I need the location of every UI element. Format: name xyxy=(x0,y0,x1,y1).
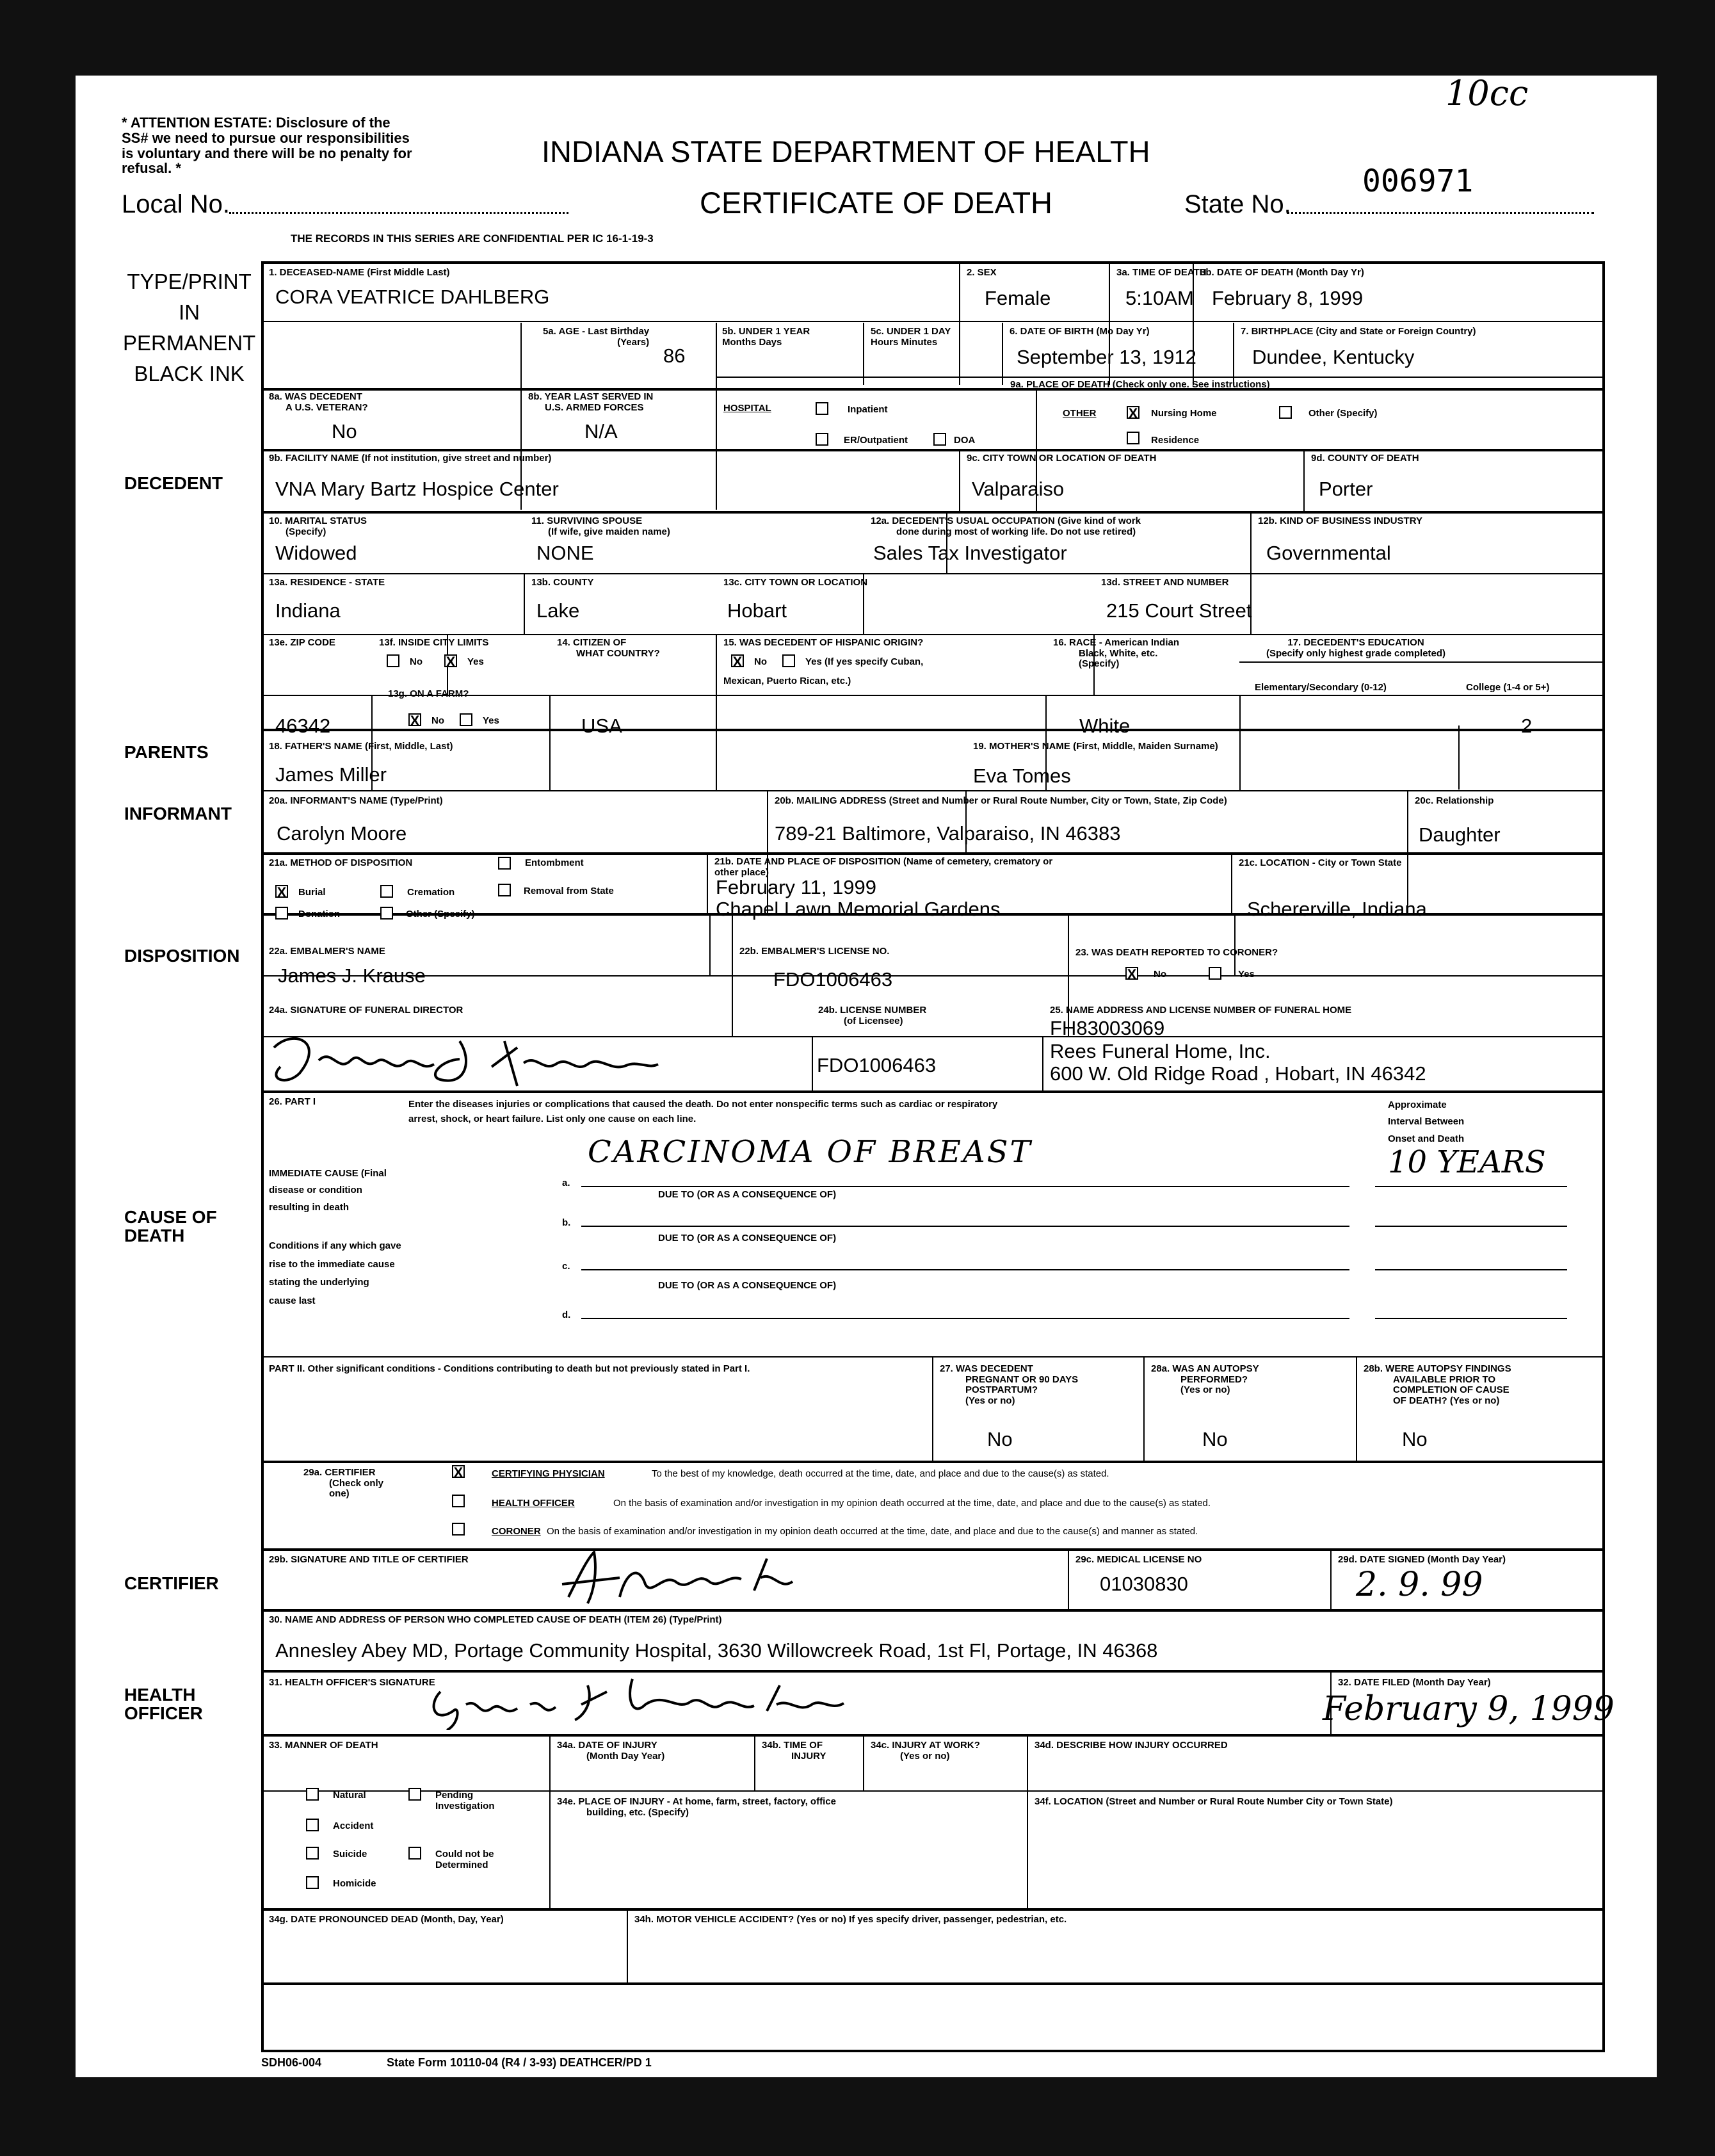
time-of-death: 5:10AM xyxy=(1125,287,1194,309)
label-marital: 10. MARITAL STATUS (Specify) xyxy=(269,515,367,537)
label-deceased-name: 1. DECEASED-NAME (First Middle Last) xyxy=(269,267,450,278)
label-spouse: 11. SURVIVING SPOUSE (If wife, give maiden name) xyxy=(531,515,670,537)
label-method-disposition: 21a. METHOD OF DISPOSITION xyxy=(269,857,413,868)
attention-note: * ATTENTION ESTATE: Disclosure of the SS# we need to pursue our responsibilities is voluntary and there will be no penalty for refusal. * xyxy=(122,115,412,177)
label-date-filed: 32. DATE FILED (Month Day Year) xyxy=(1338,1677,1491,1688)
label-farm-yes: Yes xyxy=(483,715,499,726)
rule xyxy=(863,1734,864,1790)
residence-checkbox[interactable] xyxy=(1127,432,1139,444)
label-manner: 33. MANNER OF DEATH xyxy=(269,1740,378,1751)
city-limits-no-checkbox[interactable] xyxy=(387,654,399,667)
health-officer-checkbox[interactable] xyxy=(452,1495,465,1507)
rule xyxy=(959,449,960,511)
rule xyxy=(524,573,525,634)
disposition-date: February 11, 1999 xyxy=(716,876,877,898)
rule xyxy=(261,729,1605,731)
rule xyxy=(959,261,960,385)
donation-checkbox[interactable] xyxy=(275,907,288,920)
label-pregnant: 27. WAS DECEDENT PREGNANT OR 90 DAYS POSTPARTUM? (Yes or no) xyxy=(940,1363,1079,1406)
label-due-to-c: DUE TO (OR AS A CONSEQUENCE OF) xyxy=(658,1233,837,1244)
hispanic-yes-checkbox[interactable] xyxy=(782,654,795,667)
label-funeral-director: 24a. SIGNATURE OF FUNERAL DIRECTOR xyxy=(269,1005,463,1016)
label-armed-forces: 8b. YEAR LAST SERVED IN U.S. ARMED FORCES xyxy=(528,391,654,413)
label-farm: 13g. ON A FARM? xyxy=(388,688,469,699)
spouse-value: NONE xyxy=(536,542,594,564)
occupation-value: Sales Tax Investigator xyxy=(873,542,1067,564)
rule xyxy=(261,1982,1605,1985)
rule xyxy=(1330,1548,1332,1609)
er-outpatient-checkbox[interactable] xyxy=(816,433,828,446)
rule xyxy=(932,1356,933,1461)
form-right-border xyxy=(1602,261,1605,2050)
informant-name: Carolyn Moore xyxy=(277,822,407,845)
rule xyxy=(261,790,1605,791)
funeral-home-address: 600 W. Old Ridge Road , Hobart, IN 46342 xyxy=(1050,1062,1426,1085)
label-part-2: PART II. Other significant conditions - Conditions contributing to death but not previously stated in Part I. xyxy=(269,1363,750,1374)
label-hispanic: 15. WAS DECEDENT OF HISPANIC ORIGIN? xyxy=(723,637,924,648)
removal-checkbox[interactable] xyxy=(498,884,511,896)
type-print-instruction: TYPE/PRINT IN PERMANENT BLACK INK xyxy=(123,270,256,385)
label-line-c: c. xyxy=(562,1261,570,1272)
label-sex: 2. SEX xyxy=(967,267,997,278)
label-informant: 20a. INFORMANT'S NAME (Type/Print) xyxy=(269,795,443,806)
label-industry: 12b. KIND OF BUSINESS INDUSTRY xyxy=(1258,515,1422,526)
facility-name: VNA Mary Bartz Hospice Center xyxy=(275,478,559,500)
label-conditions: Conditions if any which gave rise to the immediate cause stating the underlying cause last xyxy=(269,1240,401,1306)
rule xyxy=(1143,1356,1145,1461)
label-interval: Approximate Interval Between Onset and Death xyxy=(1388,1099,1465,1144)
rule xyxy=(709,913,711,975)
rule xyxy=(1239,695,1241,791)
city-limits-yes-checkbox[interactable]: X xyxy=(444,654,457,667)
rule xyxy=(261,1908,1605,1911)
label-funeral-home: 25. NAME ADDRESS AND LICENSE NUMBER OF FUNERAL HOME xyxy=(1050,1005,1352,1016)
funeral-home-license: FH83003069 xyxy=(1050,1017,1165,1039)
certifying-physician-checkbox[interactable]: X xyxy=(452,1465,465,1478)
label-father: 18. FATHER'S NAME (First, Middle, Last) xyxy=(269,741,453,752)
autopsy-value: No xyxy=(1202,1428,1228,1450)
rule xyxy=(1068,913,1069,975)
coroner-no-checkbox[interactable]: X xyxy=(1125,967,1138,980)
section-informant: INFORMANT xyxy=(124,804,232,823)
autopsy-findings-value: No xyxy=(1402,1428,1428,1450)
label-hospital: HOSPITAL xyxy=(723,403,771,414)
label-time-of-death: 3a. TIME OF DEATH xyxy=(1116,267,1207,278)
label-other: OTHER xyxy=(1063,408,1097,419)
certifying-physician-text: To the best of my knowledge, death occurred at the time, date, and place and due to the cause(s) as stated. xyxy=(652,1468,1109,1479)
label-cremation: Cremation xyxy=(407,887,455,898)
label-mother: 19. MOTHER'S NAME (First, Middle, Maiden Surname) xyxy=(973,741,1218,752)
label-place-of-injury: 34e. PLACE OF INJURY - At home, farm, street, factory, office building, etc. (Specify) xyxy=(557,1796,836,1818)
label-injury-at-work: 34c. INJURY AT WORK? (Yes or no) xyxy=(871,1740,980,1762)
funeral-director-license: FDO1006463 xyxy=(817,1054,937,1076)
cause-line-c xyxy=(581,1269,1349,1270)
rule xyxy=(716,323,717,510)
rule xyxy=(549,695,551,791)
label-er-outpatient: ER/Outpatient xyxy=(844,435,908,446)
nursing-home-checkbox[interactable]: X xyxy=(1127,406,1139,419)
form-left-border xyxy=(261,261,264,2050)
rule xyxy=(716,634,717,695)
rule xyxy=(707,852,708,913)
disposition-place: Chapel Lawn Memorial Gardens xyxy=(716,898,1001,920)
label-relationship: 20c. Relationship xyxy=(1415,795,1494,806)
section-parents: PARENTS xyxy=(124,742,209,762)
veteran-value: No xyxy=(332,420,357,442)
city-of-death: Valparaiso xyxy=(972,478,1065,500)
label-motor-vehicle: 34h. MOTOR VEHICLE ACCIDENT? (Yes or no) If yes specify driver, passenger, pedestrian, etc. xyxy=(634,1914,1067,1925)
section-health-officer: HEALTH OFFICER xyxy=(124,1685,203,1724)
mother-name: Eva Tomes xyxy=(973,765,1071,787)
label-veteran: 8a. WAS DECEDENT A U.S. VETERAN? xyxy=(269,391,368,413)
label-nursing-home: Nursing Home xyxy=(1151,408,1217,419)
label-suicide: Suicide xyxy=(333,1849,367,1860)
embalmer-name: James J. Krause xyxy=(278,964,426,987)
label-health-officer: HEALTH OFFICER xyxy=(492,1498,575,1509)
local-no-line xyxy=(229,212,568,214)
pregnant-value: No xyxy=(987,1428,1013,1450)
label-burial: Burial xyxy=(298,887,326,898)
label-entombment: Entombment xyxy=(525,857,584,868)
funeral-home-name: Rees Funeral Home, Inc. xyxy=(1050,1040,1271,1062)
rule xyxy=(1239,661,1605,663)
label-natural: Natural xyxy=(333,1790,366,1801)
date-of-death: February 8, 1999 xyxy=(1212,287,1364,309)
residence-street: 215 Court Street xyxy=(1106,599,1252,622)
label-injury-location: 34f. LOCATION (Street and Number or Rural Route Number City or Town State) xyxy=(1035,1796,1393,1807)
deceased-name: CORA VEATRICE DAHLBERG xyxy=(275,286,550,308)
entombment-checkbox[interactable] xyxy=(498,857,511,870)
label-other-disposition: Other (Specify) xyxy=(406,909,475,920)
farm-yes-checkbox[interactable] xyxy=(460,713,472,726)
rule xyxy=(1407,790,1408,852)
label-completed-by: 30. NAME AND ADDRESS OF PERSON WHO COMPLETED CAUSE OF DEATH (ITEM 26) (Type/Print) xyxy=(269,1614,722,1625)
label-res-street: 13d. STREET AND NUMBER xyxy=(1101,577,1229,588)
rule xyxy=(1027,1734,1028,1908)
relationship: Daughter xyxy=(1419,823,1501,846)
rule xyxy=(754,1734,755,1790)
label-autopsy: 28a. WAS AN AUTOPSY PERFORMED? (Yes or no) xyxy=(1151,1363,1259,1395)
label-certifier: 29a. CERTIFIER (Check only one) xyxy=(303,1467,384,1499)
label-elementary: Elementary/Secondary (0-12) xyxy=(1255,682,1387,693)
rule xyxy=(732,913,733,975)
residence-county: Lake xyxy=(536,599,580,622)
coroner-text: On the basis of examination and/or investigation in my opinion death occurred at the time, date, and place and due to the cause(s) and manner as stated. xyxy=(547,1526,1198,1537)
burial-checkbox[interactable]: X xyxy=(275,885,288,898)
part-1-instructions: Enter the diseases injuries or complications that caused the death. Do not enter nonspecific terms such as cardiac or respiratory arrest, shock, or heart failure. List only one cause on each line. xyxy=(408,1099,998,1125)
label-doa: DOA xyxy=(954,435,976,446)
medical-license: 01030830 xyxy=(1100,1573,1188,1595)
label-immediate-cause: IMMEDIATE CAUSE (Final disease or condition resulting in death xyxy=(269,1168,387,1213)
section-disposition: DISPOSITION xyxy=(124,946,240,966)
label-age: 5a. AGE - Last Birthday (Years) xyxy=(543,326,650,348)
label-autopsy-findings: 28b. WERE AUTOPSY FINDINGS AVAILABLE PRIOR TO COMPLETION OF CAUSE OF DEATH? (Yes or no) xyxy=(1364,1363,1511,1406)
label-hispanic-yes: Yes (If yes specify Cuban, xyxy=(805,656,924,667)
rule xyxy=(1233,323,1234,385)
label-describe-injury: 34d. DESCRIBE HOW INJURY OCCURRED xyxy=(1035,1740,1228,1751)
label-removal: Removal from State xyxy=(524,886,614,896)
hispanic-no-checkbox[interactable]: X xyxy=(731,654,744,667)
label-res-city: 13c. CITY TOWN OR LOCATION xyxy=(723,577,868,588)
date-of-birth: September 13, 1912 xyxy=(1017,346,1196,368)
label-part-1: 26. PART I xyxy=(269,1096,316,1107)
rule xyxy=(1002,323,1003,385)
pending-checkbox[interactable] xyxy=(408,1788,421,1801)
section-certifier: CERTIFIER xyxy=(124,1573,219,1593)
coroner-yes-checkbox[interactable] xyxy=(1209,967,1221,980)
farm-no-checkbox[interactable]: X xyxy=(408,713,421,726)
date-signed: 2. 9. 99 xyxy=(1356,1566,1483,1604)
certificate-page xyxy=(76,73,1657,2077)
rule xyxy=(261,1548,1605,1551)
label-farm-no: No xyxy=(431,715,444,726)
label-res-state: 13a. RESIDENCE - STATE xyxy=(269,577,385,588)
label-college: College (1-4 or 5+) xyxy=(1466,682,1550,693)
label-pending: Pending Investigation xyxy=(435,1790,495,1812)
label-embalmer: 22a. EMBALMER'S NAME xyxy=(269,946,385,957)
rule xyxy=(261,975,1605,977)
label-mailing: 20b. MAILING ADDRESS (Street and Number or Rural Route Number, City or Town, State, Zip Code) xyxy=(775,795,1227,806)
label-coroner: 23. WAS DEATH REPORTED TO CORONER? xyxy=(1075,947,1278,958)
rule xyxy=(1068,1548,1069,1609)
rule xyxy=(261,1356,1605,1358)
rule xyxy=(261,852,1605,855)
label-race: 16. RACE - American Indian Black, White, etc. (Specify) xyxy=(1053,637,1179,669)
label-date-of-birth: 6. DATE OF BIRTH (Mo Day Yr) xyxy=(1010,326,1150,337)
interval-line-a xyxy=(1375,1186,1567,1187)
residence-state: Indiana xyxy=(275,599,341,622)
form-number: SDH06-004 xyxy=(261,2056,322,2069)
label-date-of-injury: 34a. DATE OF INJURY (Month Day Year) xyxy=(557,1740,665,1762)
coroner-checkbox[interactable] xyxy=(452,1523,465,1536)
cause-line-b xyxy=(581,1226,1349,1227)
rule xyxy=(549,1734,551,1908)
label-other-specify: Other (Specify) xyxy=(1308,408,1378,419)
label-education: 17. DECEDENT'S EDUCATION (Specify only highest grade completed) xyxy=(1266,637,1446,659)
mailing-address: 789-21 Baltimore, Valparaiso, IN 46383 xyxy=(775,822,1121,845)
armed-forces-value: N/A xyxy=(584,420,618,442)
section-cause-of-death: CAUSE OF DEATH xyxy=(124,1207,217,1246)
label-place-of-death: 9a. PLACE OF DEATH (Check only one. See instructions) xyxy=(1010,379,1270,390)
label-undetermined: Could not be Determined xyxy=(435,1849,494,1870)
homicide-checkbox[interactable] xyxy=(306,1876,319,1889)
label-coroner-yes: Yes xyxy=(1238,969,1255,980)
label-date-pronounced: 34g. DATE PRONOUNCED DEAD (Month, Day, Year) xyxy=(269,1914,504,1925)
label-line-a: a. xyxy=(562,1178,570,1188)
college-value: 2 xyxy=(1521,715,1533,737)
state-number: 006971 xyxy=(1362,163,1474,199)
label-city-limits: 13f. INSIDE CITY LIMITS xyxy=(379,637,489,648)
rule xyxy=(261,1461,1605,1463)
state-no-line xyxy=(1287,212,1594,214)
health-officer-text: On the basis of examination and/or investigation in my opinion death occurred at the time, date, and place and due to the cause(s) as stated. xyxy=(613,1498,1211,1509)
label-city-limits-yes: Yes xyxy=(467,656,484,667)
label-zip: 13e. ZIP CODE xyxy=(269,637,335,648)
label-due-to-b: DUE TO (OR AS A CONSEQUENCE OF) xyxy=(658,1189,837,1200)
label-coroner-certifier: CORONER xyxy=(492,1526,541,1537)
label-health-officer-signature: 31. HEALTH OFFICER'S SIGNATURE xyxy=(269,1677,435,1688)
label-city-of-death: 9c. CITY TOWN OR LOCATION OF DEATH xyxy=(967,453,1157,464)
cause-a-value: CARCINOMA OF BREAST xyxy=(588,1134,1033,1170)
label-donation: Donation xyxy=(298,909,340,920)
label-time-of-injury: 34b. TIME OF INJURY xyxy=(762,1740,826,1762)
rule xyxy=(1250,511,1252,573)
rule xyxy=(1042,1036,1043,1090)
confidential-note: THE RECORDS IN THIS SERIES ARE CONFIDENTIAL PER IC 16-1-19-3 xyxy=(291,232,654,245)
label-county-of-death: 9d. COUNTY OF DEATH xyxy=(1311,453,1419,464)
label-fd-license: 24b. LICENSE NUMBER (of Licensee) xyxy=(818,1005,927,1026)
certifier-signature xyxy=(549,1546,818,1610)
hispanic-note: Mexican, Puerto Rican, etc.) xyxy=(723,676,851,686)
label-due-to-d: DUE TO (OR AS A CONSEQUENCE OF) xyxy=(658,1280,837,1291)
rule xyxy=(767,790,768,852)
other-specify-checkbox[interactable] xyxy=(1279,406,1292,419)
rule xyxy=(716,377,1605,378)
label-disposition-place: 21b. DATE AND PLACE OF DISPOSITION (Name of cemetery, crematory or other place) xyxy=(714,856,1053,878)
cause-line-a xyxy=(581,1186,1349,1187)
label-facility: 9b. FACILITY NAME (If not institution, give street and number) xyxy=(269,453,552,464)
rule xyxy=(1458,725,1460,790)
rule xyxy=(261,511,1605,514)
label-occupation: 12a. DECEDENT'S USUAL OCCUPATION (Give kind of work done during most of working life. Do not use retired) xyxy=(871,515,1141,537)
label-city-limits-no: No xyxy=(410,656,423,667)
label-homicide: Homicide xyxy=(333,1878,376,1889)
interval-line-b xyxy=(1375,1226,1567,1227)
agency-title: INDIANA STATE DEPARTMENT OF HEALTH xyxy=(542,134,1150,168)
label-inpatient: Inpatient xyxy=(848,404,888,415)
rule xyxy=(1303,449,1305,511)
label-under-1-year: 5b. UNDER 1 YEAR Months Days xyxy=(722,326,810,348)
label-line-d: d. xyxy=(562,1309,571,1320)
interval-line-c xyxy=(1375,1269,1567,1270)
label-birthplace: 7. BIRTHPLACE (City and State or Foreign Country) xyxy=(1241,326,1476,337)
birthplace: Dundee, Kentucky xyxy=(1252,346,1415,368)
label-disposition-location: 21c. LOCATION - City or Town State xyxy=(1239,857,1402,868)
corner-note: 10cc xyxy=(1445,73,1529,113)
rule xyxy=(261,2050,1605,2052)
accident-checkbox[interactable] xyxy=(306,1819,319,1831)
rule xyxy=(261,634,1605,635)
label-coroner-no: No xyxy=(1154,969,1166,980)
label-medical-license: 29c. MEDICAL LICENSE NO xyxy=(1075,1554,1202,1565)
label-hispanic-no: No xyxy=(754,656,767,667)
date-filed: February 9, 1999 xyxy=(1323,1690,1614,1728)
rule xyxy=(1234,913,1236,975)
father-name: James Miller xyxy=(275,763,387,786)
cremation-checkbox[interactable] xyxy=(380,885,393,898)
label-certifying-physician: CERTIFYING PHYSICIAN xyxy=(492,1468,605,1479)
rule xyxy=(716,695,717,791)
rule xyxy=(261,261,1605,264)
age-value: 86 xyxy=(663,344,686,367)
label-accident: Accident xyxy=(333,1820,374,1831)
rule xyxy=(627,1908,628,1982)
label-line-b: b. xyxy=(562,1217,571,1228)
rule xyxy=(261,1734,1605,1737)
cause-line-d xyxy=(581,1318,1349,1319)
label-citizen: 14. CITIZEN OF WHAT COUNTRY? xyxy=(557,637,660,659)
label-embalmer-license: 22b. EMBALMER'S LICENSE NO. xyxy=(739,946,890,957)
rule xyxy=(1231,852,1232,913)
rule xyxy=(261,573,1605,574)
doa-checkbox[interactable] xyxy=(933,433,946,446)
state-no-label: State No. xyxy=(1184,190,1291,218)
label-res-county: 13b. COUNTY xyxy=(531,577,594,588)
section-decedent: DECEDENT xyxy=(124,473,223,493)
rule xyxy=(1356,1356,1357,1461)
label-certifier-signature: 29b. SIGNATURE AND TITLE OF CERTIFIER xyxy=(269,1554,469,1565)
disposition-location: Schererville, Indiana xyxy=(1247,898,1427,920)
rule xyxy=(261,1609,1605,1612)
rule xyxy=(863,323,864,385)
race-value: White xyxy=(1079,715,1131,737)
label-under-1-day: 5c. UNDER 1 DAY Hours Minutes xyxy=(871,326,951,348)
county-of-death: Porter xyxy=(1319,478,1373,500)
interval-a-value: 10 YEARS xyxy=(1388,1144,1546,1180)
interval-line-d xyxy=(1375,1318,1567,1319)
inpatient-checkbox[interactable] xyxy=(816,402,828,415)
label-date-signed: 29d. DATE SIGNED (Month Day Year) xyxy=(1338,1554,1506,1565)
industry-value: Governmental xyxy=(1266,542,1391,564)
suicide-checkbox[interactable] xyxy=(306,1847,319,1860)
natural-checkbox[interactable] xyxy=(306,1788,319,1801)
marital-status: Widowed xyxy=(275,542,357,564)
citizen-value: USA xyxy=(581,715,622,737)
label-residence: Residence xyxy=(1151,435,1200,446)
state-form-number: State Form 10110-04 (R4 / 3-93) DEATHCER/PD 1 xyxy=(387,2056,652,2069)
local-no-label: Local No. xyxy=(122,190,230,218)
form-title: CERTIFICATE OF DEATH xyxy=(700,186,1052,220)
sex-value: Female xyxy=(985,287,1051,309)
rule xyxy=(261,449,1605,451)
rule xyxy=(261,321,1605,322)
label-date-of-death: 3b. DATE OF DEATH (Month Day Yr) xyxy=(1200,267,1364,278)
other-disposition-checkbox[interactable] xyxy=(380,907,393,920)
funeral-director-signature xyxy=(248,1022,857,1092)
embalmer-license: FDO1006463 xyxy=(773,968,893,991)
rule xyxy=(261,388,1605,391)
completed-by: Annesley Abey MD, Portage Community Hospital, 3630 Willowcreek Road, 1st Fl, Portage, IN 46368 xyxy=(275,1639,1158,1662)
zip-code: 46342 xyxy=(275,715,331,737)
undetermined-checkbox[interactable] xyxy=(408,1847,421,1860)
residence-city: Hobart xyxy=(727,599,787,622)
health-officer-signature xyxy=(421,1666,857,1730)
